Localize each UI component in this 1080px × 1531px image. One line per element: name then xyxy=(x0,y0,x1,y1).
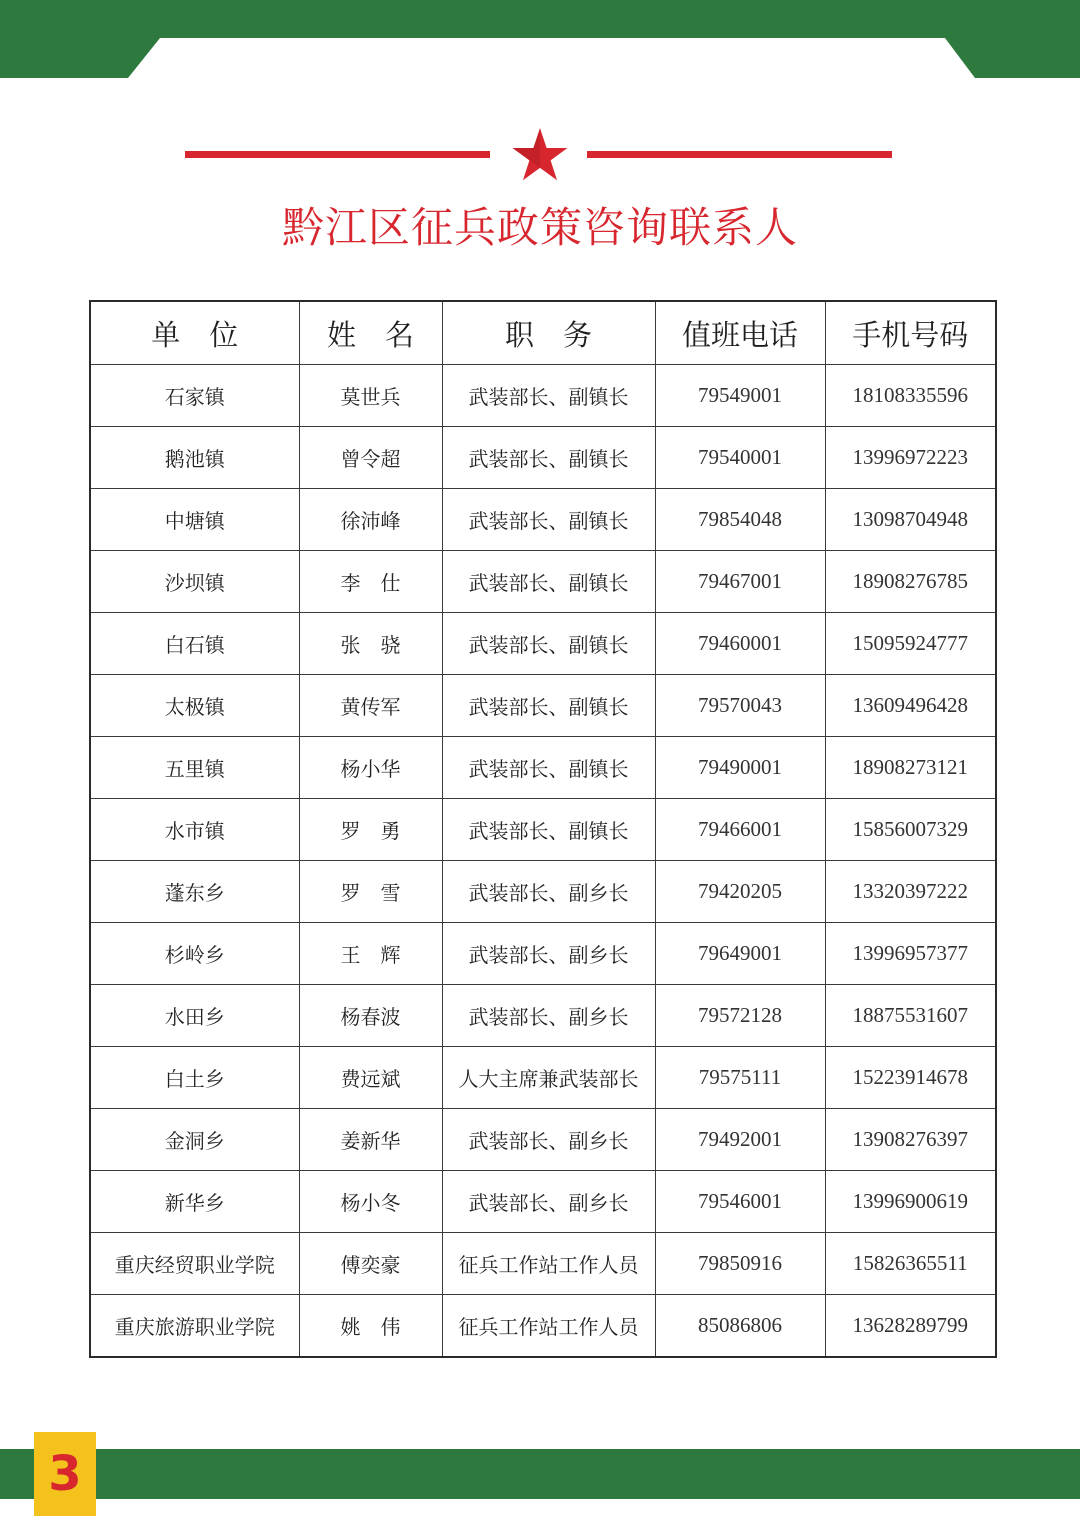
cell-unit: 中塘镇 xyxy=(90,489,299,551)
cell-mobile: 18908273121 xyxy=(825,737,996,799)
cell-name: 王 辉 xyxy=(299,923,442,985)
cell-name: 杨春波 xyxy=(299,985,442,1047)
cell-name: 罗 雪 xyxy=(299,861,442,923)
cell-duty-phone: 79575111 xyxy=(655,1047,825,1109)
cell-name: 张 骁 xyxy=(299,613,442,675)
cell-name: 罗 勇 xyxy=(299,799,442,861)
page-title: 黔江区征兵政策咨询联系人 xyxy=(281,203,798,252)
cell-position: 武装部长、副镇长 xyxy=(442,799,655,861)
column-header-name: 姓 名 xyxy=(299,301,442,365)
bottom-white-stripe xyxy=(0,1499,1080,1531)
red-star-icon xyxy=(512,128,568,182)
cell-duty-phone: 79460001 xyxy=(655,613,825,675)
cell-duty-phone: 79546001 xyxy=(655,1171,825,1233)
cell-position: 武装部长、副乡长 xyxy=(442,1109,655,1171)
cell-mobile: 15856007329 xyxy=(825,799,996,861)
cell-name: 曾令超 xyxy=(299,427,442,489)
cell-unit: 新华乡 xyxy=(90,1171,299,1233)
cell-position: 武装部长、副乡长 xyxy=(442,1171,655,1233)
cell-mobile: 15826365511 xyxy=(825,1233,996,1295)
column-header-mobile: 手机号码 xyxy=(825,301,996,365)
table-row xyxy=(90,737,996,799)
cell-duty-phone: 79492001 xyxy=(655,1109,825,1171)
table-row xyxy=(90,1171,996,1233)
cell-unit: 金洞乡 xyxy=(90,1109,299,1171)
cell-mobile: 13996972223 xyxy=(825,427,996,489)
cell-duty-phone: 79649001 xyxy=(655,923,825,985)
cell-unit: 石家镇 xyxy=(90,365,299,427)
cell-duty-phone: 79420205 xyxy=(655,861,825,923)
cell-name: 姜新华 xyxy=(299,1109,442,1171)
cell-duty-phone: 79466001 xyxy=(655,799,825,861)
table-row xyxy=(90,427,996,489)
contact-table xyxy=(89,300,997,1358)
table-row xyxy=(90,799,996,861)
cell-position: 征兵工作站工作人员 xyxy=(442,1233,655,1295)
cell-unit: 重庆经贸职业学院 xyxy=(90,1233,299,1295)
table-row xyxy=(90,613,996,675)
cell-mobile: 13908276397 xyxy=(825,1109,996,1171)
cell-name: 费远斌 xyxy=(299,1047,442,1109)
cell-position: 武装部长、副乡长 xyxy=(442,861,655,923)
column-header-unit: 单 位 xyxy=(90,301,299,365)
cell-unit: 五里镇 xyxy=(90,737,299,799)
cell-position: 人大主席兼武装部长 xyxy=(442,1047,655,1109)
cell-mobile: 13609496428 xyxy=(825,675,996,737)
table-row xyxy=(90,1047,996,1109)
cell-unit: 重庆旅游职业学院 xyxy=(90,1295,299,1358)
cell-unit: 水田乡 xyxy=(90,985,299,1047)
cell-position: 武装部长、副乡长 xyxy=(442,985,655,1047)
cell-duty-phone: 79490001 xyxy=(655,737,825,799)
cell-name: 李 仕 xyxy=(299,551,442,613)
cell-duty-phone: 79570043 xyxy=(655,675,825,737)
cell-position: 武装部长、副镇长 xyxy=(442,427,655,489)
table-row xyxy=(90,861,996,923)
cell-unit: 蓬东乡 xyxy=(90,861,299,923)
cell-mobile: 15095924777 xyxy=(825,613,996,675)
cell-duty-phone: 79467001 xyxy=(655,551,825,613)
cell-unit: 鹅池镇 xyxy=(90,427,299,489)
cell-duty-phone: 79572128 xyxy=(655,985,825,1047)
column-header-position: 职 务 xyxy=(442,301,655,365)
table-row xyxy=(90,551,996,613)
cell-duty-phone: 79540001 xyxy=(655,427,825,489)
cell-position: 武装部长、副镇长 xyxy=(442,613,655,675)
top-green-band xyxy=(0,0,1080,78)
table-row xyxy=(90,923,996,985)
cell-mobile: 13098704948 xyxy=(825,489,996,551)
bottom-green-band xyxy=(0,1449,1080,1499)
cell-mobile: 13628289799 xyxy=(825,1295,996,1358)
table-row xyxy=(90,1295,996,1358)
cell-name: 徐沛峰 xyxy=(299,489,442,551)
table-row xyxy=(90,1109,996,1171)
cell-position: 武装部长、副镇长 xyxy=(442,365,655,427)
cell-position: 武装部长、副乡长 xyxy=(442,923,655,985)
cell-unit: 杉岭乡 xyxy=(90,923,299,985)
cell-mobile: 13996957377 xyxy=(825,923,996,985)
page-number-badge: 3 xyxy=(34,1432,96,1516)
cell-name: 杨小华 xyxy=(299,737,442,799)
cell-name: 莫世兵 xyxy=(299,365,442,427)
table-row xyxy=(90,675,996,737)
cell-name: 杨小冬 xyxy=(299,1171,442,1233)
cell-duty-phone: 85086806 xyxy=(655,1295,825,1358)
cell-duty-phone: 79850916 xyxy=(655,1233,825,1295)
column-header-duty-phone: 值班电话 xyxy=(655,301,825,365)
title-divider-left xyxy=(185,151,490,158)
table-row xyxy=(90,1233,996,1295)
table-body xyxy=(90,365,996,1358)
cell-position: 武装部长、副镇长 xyxy=(442,551,655,613)
cell-unit: 沙坝镇 xyxy=(90,551,299,613)
table-row xyxy=(90,489,996,551)
cell-unit: 白土乡 xyxy=(90,1047,299,1109)
cell-mobile: 18108335596 xyxy=(825,365,996,427)
table-row xyxy=(90,365,996,427)
cell-mobile: 18908276785 xyxy=(825,551,996,613)
cell-position: 武装部长、副镇长 xyxy=(442,675,655,737)
cell-position: 征兵工作站工作人员 xyxy=(442,1295,655,1358)
cell-position: 武装部长、副镇长 xyxy=(442,489,655,551)
cell-mobile: 13320397222 xyxy=(825,861,996,923)
table-row xyxy=(90,985,996,1047)
cell-name: 傅奕豪 xyxy=(299,1233,442,1295)
cell-unit: 白石镇 xyxy=(90,613,299,675)
cell-duty-phone: 79854048 xyxy=(655,489,825,551)
cell-name: 黄传军 xyxy=(299,675,442,737)
cell-mobile: 15223914678 xyxy=(825,1047,996,1109)
cell-unit: 太极镇 xyxy=(90,675,299,737)
table-header-row xyxy=(90,301,996,365)
title-divider-right xyxy=(587,151,892,158)
cell-mobile: 18875531607 xyxy=(825,985,996,1047)
cell-unit: 水市镇 xyxy=(90,799,299,861)
cell-name: 姚 伟 xyxy=(299,1295,442,1358)
cell-position: 武装部长、副镇长 xyxy=(442,737,655,799)
cell-mobile: 13996900619 xyxy=(825,1171,996,1233)
cell-duty-phone: 79549001 xyxy=(655,365,825,427)
